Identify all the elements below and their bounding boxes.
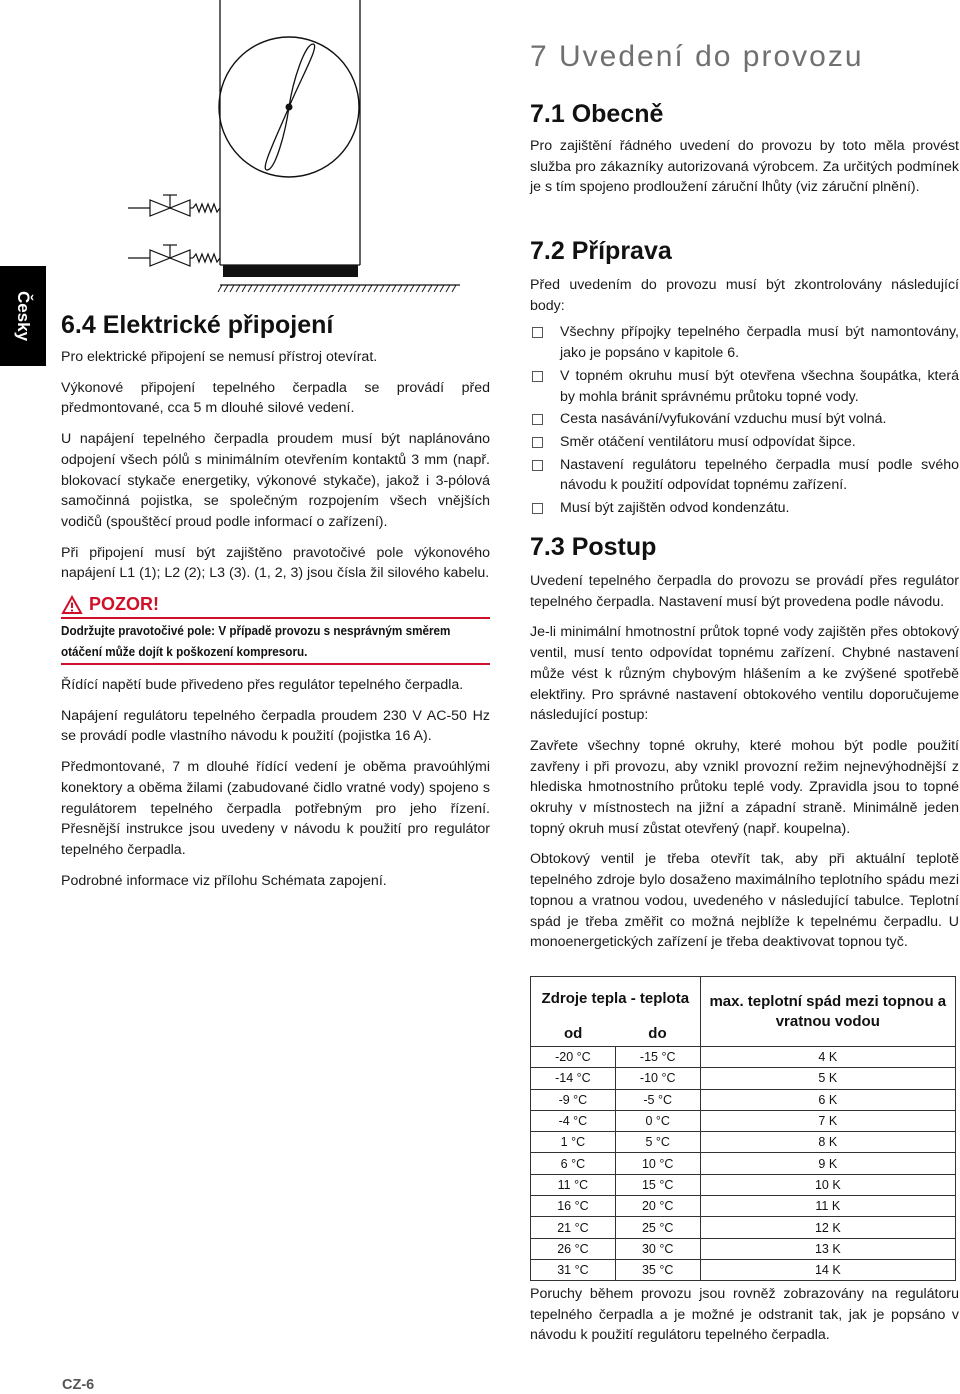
table-cell-from: -20 °C bbox=[531, 1047, 616, 1068]
checklist-item bbox=[530, 432, 959, 453]
checkbox-icon bbox=[532, 371, 543, 382]
table-row bbox=[531, 1238, 956, 1259]
s3-body bbox=[530, 571, 959, 963]
table-cell-max: 8 K bbox=[700, 1132, 955, 1153]
table-cell-from: -9 °C bbox=[531, 1089, 616, 1110]
s1-body bbox=[530, 136, 959, 208]
page-number: CZ-6 bbox=[62, 1377, 95, 1393]
table-row bbox=[531, 1047, 956, 1068]
checklist-item bbox=[530, 498, 959, 519]
warning-box bbox=[61, 594, 490, 665]
table-cell-to: -5 °C bbox=[615, 1089, 700, 1110]
table-cell-max: 11 K bbox=[700, 1196, 955, 1217]
checklist-text: Všechny přípojky tepelného čerpadla musí být namontovány, jako je popsáno v kapitole 6. bbox=[560, 324, 959, 362]
temperature-table bbox=[530, 976, 956, 1281]
section-heading-6-4: 6.4 Elektrické připojení bbox=[61, 311, 334, 339]
paragraph: Podrobné informace viz přílohu Schémata zapojení. bbox=[61, 872, 387, 889]
checkbox-icon bbox=[532, 327, 543, 338]
table-row bbox=[531, 1174, 956, 1195]
table-cell-max: 13 K bbox=[700, 1238, 955, 1259]
section-heading-7-1: 7.1 Obecně bbox=[530, 100, 664, 128]
table-header-max: max. teplotní spád mezi topnou a vratnou vodou bbox=[700, 977, 955, 1047]
paragraph: Pro zajištění řádného uvedení do provozu by toto měla provést služba pro zákazníky autorizovaná výrobcem. Za určitých podmínek je s tím spojeno prodloužení záruční lhůty (viz záruční plnění). bbox=[530, 138, 959, 196]
warning-title bbox=[61, 594, 490, 615]
section-heading-7-3: 7.3 Postup bbox=[530, 533, 657, 561]
chapter-title: 7 Uvedení do provozu bbox=[530, 40, 864, 73]
checklist-text: V topném okruhu musí být otevřena všechna šoupátka, která by mohla bránit správnému průtoku topné vody. bbox=[560, 367, 959, 405]
table-row bbox=[531, 1089, 956, 1110]
checklist bbox=[530, 322, 959, 518]
warning-text: Dodržujte pravotočivé pole: V případě provozu s nesprávným směrem otáčení může dojít k poškození kompresoru. bbox=[61, 623, 451, 659]
table-cell-to: 20 °C bbox=[615, 1196, 700, 1217]
warning-label: POZOR! bbox=[89, 594, 159, 614]
table-cell-to: 5 °C bbox=[615, 1132, 700, 1153]
table-header-source: Zdroje tepla - teplota bbox=[531, 977, 701, 1021]
paragraph: U napájení tepelného čerpadla proudem musí být naplánováno odpojení všech pólů s minimálním otevřením kontaktů 3 mm (např. blokovací stykače energetiky, výkonové stykače), jakož i 3-pólová samočinná pojistka, se společným rozpojením všech vnějších vodičů (spouštěcí proud podle informací o zařízení). bbox=[61, 431, 490, 530]
checklist-item bbox=[530, 366, 959, 407]
checklist-item bbox=[530, 455, 959, 496]
table-cell-max: 7 K bbox=[700, 1110, 955, 1131]
checkbox-icon bbox=[532, 460, 543, 471]
table-row bbox=[531, 1259, 956, 1280]
table-row bbox=[531, 1196, 956, 1217]
table-cell-max: 10 K bbox=[700, 1174, 955, 1195]
section-heading-7-2: 7.2 Příprava bbox=[530, 237, 672, 265]
table-row bbox=[531, 1068, 956, 1089]
language-tab-label: Česky bbox=[14, 290, 34, 342]
table-cell-to: 30 °C bbox=[615, 1238, 700, 1259]
table-cell-to: -10 °C bbox=[615, 1068, 700, 1089]
table-cell-from: 21 °C bbox=[531, 1217, 616, 1238]
table-cell-from: -4 °C bbox=[531, 1110, 616, 1131]
checklist-text: Směr otáčení ventilátoru musí odpovídat šipce. bbox=[560, 433, 856, 450]
paragraph: Uvedení tepelného čerpadla do provozu se provádí přes regulátor tepelného čerpadla. Nastavení musí být provedena podle návodu. bbox=[530, 573, 959, 610]
checklist-text: Musí být zajištěn odvod kondenzátu. bbox=[560, 500, 790, 517]
table-cell-max: 5 K bbox=[700, 1068, 955, 1089]
table-cell-from: 26 °C bbox=[531, 1238, 616, 1259]
table-cell-from: 11 °C bbox=[531, 1174, 616, 1195]
checklist-item bbox=[530, 409, 959, 430]
table-cell-max: 14 K bbox=[700, 1259, 955, 1280]
table-cell-to: 0 °C bbox=[615, 1110, 700, 1131]
table-header-from: od bbox=[531, 1021, 616, 1047]
paragraph: Výkonové připojení tepelného čerpadla se provádí před předmontované, cca 5 m dlouhé silové vedení. bbox=[61, 379, 490, 417]
heat-pump-diagram bbox=[125, 0, 495, 300]
language-tab bbox=[0, 266, 46, 366]
left-paragraphs bbox=[61, 347, 490, 594]
table-cell-to: 25 °C bbox=[615, 1217, 700, 1238]
valve-icon-upper bbox=[128, 195, 220, 216]
table-cell-max: 9 K bbox=[700, 1153, 955, 1174]
table-cell-to: 35 °C bbox=[615, 1259, 700, 1280]
table-row bbox=[531, 1132, 956, 1153]
paragraph: Řídící napětí bude přivedeno přes regulátor tepelného čerpadla. bbox=[61, 677, 464, 693]
checkbox-icon bbox=[532, 414, 543, 425]
checklist-text: Nastavení regulátoru tepelného čerpadla musí podle svého návodu k použití odpovídat topnému zařízení. bbox=[560, 456, 959, 494]
table-cell-from: 31 °C bbox=[531, 1259, 616, 1280]
paragraph: Zavřete všechny topné okruhy, které mohou být podle použití zavřeny i při provozu, aby vznikl provozní režim nejnevýhodnější z hlediska hmotnostního průtoku teplé vody. Zpravidla jsou to topné okruhy v místnostech na jižní a západní straně. Minimálně jeden topný okruh musí zůstat otevřený (např. koupelna). bbox=[530, 737, 959, 837]
paragraph: Předmontované, 7 m dlouhé řídící vedení je oběma pravoúhlými konektory a oběma žilami (zabudované čidlo vratné vody) spojeno s regulátorem tepelného čerpadla potřebným pro jeho řízení. Přesnější instrukce jsou uvedeny v návodu k použití pro regulátor tepelného čerpadla. bbox=[61, 759, 490, 858]
closing-text-block bbox=[530, 1284, 959, 1356]
table-cell-to: 10 °C bbox=[615, 1153, 700, 1174]
table-cell-to: -15 °C bbox=[615, 1047, 700, 1068]
table-row bbox=[531, 1153, 956, 1174]
paragraph: Při připojení musí být zajištěno pravotočivé pole výkonového napájení L1 (1); L2 (2); L3 (3). (1, 2, 3) jsou čísla žil silového kabelu. bbox=[61, 544, 490, 582]
checkbox-icon bbox=[532, 503, 543, 514]
warning-triangle-icon bbox=[61, 595, 83, 615]
checkbox-icon bbox=[532, 437, 543, 448]
valve-icon-lower bbox=[128, 245, 220, 266]
table-cell-from: 6 °C bbox=[531, 1153, 616, 1174]
table-header-to: do bbox=[615, 1021, 700, 1047]
s2-body bbox=[530, 275, 959, 521]
table-row bbox=[531, 1217, 956, 1238]
paragraph: Před uvedením do provozu musí být zkontrolovány následující body: bbox=[530, 277, 959, 314]
table-cell-from: -14 °C bbox=[531, 1068, 616, 1089]
table-body bbox=[531, 1047, 956, 1281]
warning-rule-top bbox=[61, 617, 490, 619]
table-cell-max: 6 K bbox=[700, 1089, 955, 1110]
table-cell-max: 12 K bbox=[700, 1217, 955, 1238]
paragraph: Pro elektrické připojení se nemusí přístroj otevírat. bbox=[61, 349, 378, 365]
table-row bbox=[531, 1110, 956, 1131]
table-cell-from: 1 °C bbox=[531, 1132, 616, 1153]
table-cell-to: 15 °C bbox=[615, 1174, 700, 1195]
warning-rule-bottom bbox=[61, 663, 490, 665]
checklist-item bbox=[530, 322, 959, 363]
left-paragraphs-after bbox=[61, 675, 490, 901]
paragraph: Obtokový ventil je třeba otevřít tak, aby při aktuální teplotě tepelného zdroje bylo dosaženo maximálního teplotního spádu mezi topnou a vratnou vodou, uvedeného v následující tabulce. Teplotní spád je třeba změřit co možná nejblíže k tepelnému čerpadlu. U monoenergetických zařízení je třeba deaktivovat topnou tyč. bbox=[530, 851, 959, 951]
paragraph: Je-li minimální hmotnostní průtok topné vody zajištěn přes obtokový ventil, musí tento odpovídat topnému zařízení. Chybné nastavení může vést k různým chybovým hlášením a ke zvýšené spotřebě elektřiny. Pro správné nastavení obtokového ventilu doporučujeme následující postup: bbox=[530, 624, 959, 724]
paragraph: Napájení regulátoru tepelného čerpadla proudem 230 V AC-50 Hz se provádí podle vlastního návodu k použití (pojistka 16 A). bbox=[61, 707, 490, 745]
table-cell-max: 4 K bbox=[700, 1047, 955, 1068]
table-cell-from: 16 °C bbox=[531, 1196, 616, 1217]
checklist-text: Cesta nasávání/vyfukování vzduchu musí být volná. bbox=[560, 411, 887, 428]
paragraph: Poruchy během provozu jsou rovněž zobrazovány na regulátoru tepelného čerpadla a je možné je odstranit tak, jak je popsáno v návodu k použití regulátoru tepelného čerpadla. bbox=[530, 1286, 959, 1344]
